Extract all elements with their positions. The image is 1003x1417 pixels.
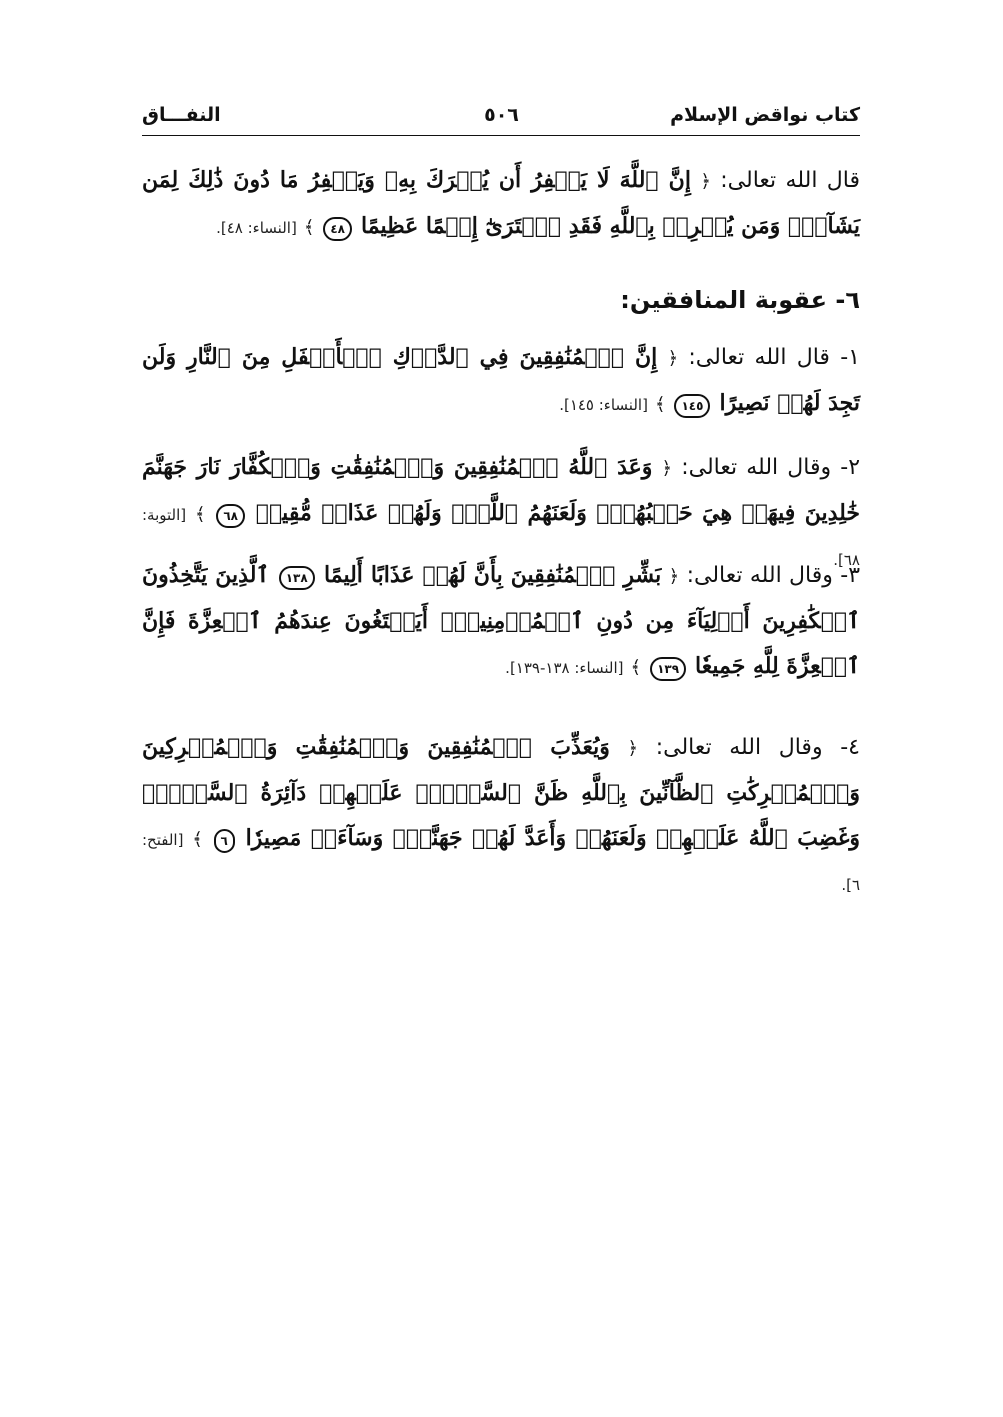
- item-number: ١-: [840, 345, 860, 370]
- verse-reference: [النساء: ٤٨].: [216, 219, 297, 237]
- list-item: [142, 553, 860, 690]
- verse-reference: [الفتح: ٦].: [142, 831, 860, 894]
- verse-number-badge: ١٤٥: [674, 394, 710, 418]
- item-verse: بَشِّرِ ٱلۡمُنَٰفِقِينَ بِأَنَّ لَهُمۡ عَذَابًا أَلِيمًا: [324, 562, 662, 588]
- verse-close-ornament: ﴾: [303, 217, 315, 238]
- verse-reference: [النساء: ١٣٨-١٣٩].: [505, 659, 624, 677]
- header-rule: [142, 135, 860, 136]
- verse-open-ornament: ﴿: [661, 458, 673, 479]
- intro-paragraph: [142, 158, 860, 250]
- item-number: ٤-: [840, 735, 860, 760]
- verse-close-ornament: ﴾: [654, 394, 666, 415]
- verse-close-ornament: ﴾: [630, 657, 642, 678]
- item-verse: إِنَّ ٱلۡمُنَٰفِقِينَ فِي ٱلدَّرۡكِ ٱلۡأَسۡفَلِ مِنَ ٱلنَّارِ وَلَن تَجِدَ لَهُمۡ نَصِيرًا: [142, 344, 860, 416]
- verse-open-ornament: ﴿: [667, 348, 679, 369]
- verse-number-badge: ٦: [214, 829, 235, 853]
- verse-reference: [النساء: ١٤٥].: [559, 396, 648, 414]
- verse-close-ornament: ﴾: [192, 829, 203, 850]
- intro-verse: إِنَّ ٱللَّهَ لَا يَغۡفِرُ أَن يُشۡرَكَ بِهِۦ وَيَغۡفِرُ مَا دُونَ ذَٰلِكَ لِمَن يَشَآءُۚ وَمَن يُشۡرِكۡ بِٱللَّهِ فَقَدِ ٱفۡتَرَىٰٓ إِثۡمًا عَظِيمًا: [142, 167, 860, 239]
- list-item: [142, 335, 860, 427]
- verse-number-badge: ١٣٩: [650, 657, 686, 681]
- verse-number-badge: ٤٨: [323, 217, 352, 241]
- verse-number-badge: ٦٨: [216, 504, 245, 528]
- item-lead: قال الله تعالى:: [688, 345, 830, 370]
- verse-close-ornament: ﴾: [194, 504, 206, 525]
- verse-number-badge: ١٣٨: [279, 566, 315, 590]
- verse-open-ornament: ﴿: [700, 171, 711, 192]
- item-verse: وَعَدَ ٱللَّهُ ٱلۡمُنَٰفِقِينَ وَٱلۡمُنَٰفِقَٰتِ وَٱلۡكُفَّارَ نَارَ جَهَنَّمَ خَٰلِدِينَ فِيهَاۚ هِيَ حَسۡبُهُمۡۚ وَلَعَنَهُمُ ٱللَّهُۖ وَلَهُمۡ عَذَابٞ مُّقِيمٞ: [142, 454, 861, 526]
- item-number: ٣-: [840, 563, 861, 588]
- page-number: ٥٠٦: [484, 104, 519, 126]
- item-lead: وقال الله تعالى:: [686, 563, 833, 588]
- verse-open-ornament: ﴿: [627, 738, 639, 759]
- item-lead: وقال الله تعالى:: [681, 455, 832, 480]
- item-verse: وَيُعَذِّبَ ٱلۡمُنَٰفِقِينَ وَٱلۡمُنَٰفِقَٰتِ وَٱلۡمُشۡرِكِينَ وَٱلۡمُشۡرِكَٰتِ ٱلظَّآنِّينَ بِٱللَّهِ ظَنَّ ٱلسَّوۡءِۚ عَلَيۡهِمۡ دَآئِرَةُ ٱلسَّوۡءِۖ وَغَضِبَ ٱللَّهُ عَلَيۡهِمۡ وَلَعَنَهُمۡ وَأَعَدَّ لَهُمۡ جَهَنَّمَۖ وَسَآءَتۡ مَصِيرٗا: [142, 734, 860, 851]
- verse-open-ornament: ﴿: [668, 566, 680, 587]
- section-heading: ٦- عقوبة المنافقين:: [620, 286, 860, 314]
- book-title: كتاب نواقض الإسلام: [670, 104, 860, 126]
- intro-lead: قال الله تعالى:: [720, 168, 861, 193]
- verse-reference: [التوبة: ٦٨].: [142, 506, 860, 569]
- item-number: ٢-: [840, 455, 861, 480]
- list-item: [142, 725, 860, 907]
- chapter-title: النفـــاق: [142, 104, 221, 126]
- item-verse-continued: ٱلَّذِينَ يَتَّخِذُونَ ٱلۡكَٰفِرِينَ أَوۡلِيَآءَ مِن دُونِ ٱلۡمُؤۡمِنِينَۚ أَيَبۡتَغُونَ عِندَهُمُ ٱلۡعِزَّةَ فَإِنَّ ٱلۡعِزَّةَ لِلَّهِ جَمِيعٗا: [142, 562, 860, 679]
- item-lead: وقال الله تعالى:: [655, 735, 823, 760]
